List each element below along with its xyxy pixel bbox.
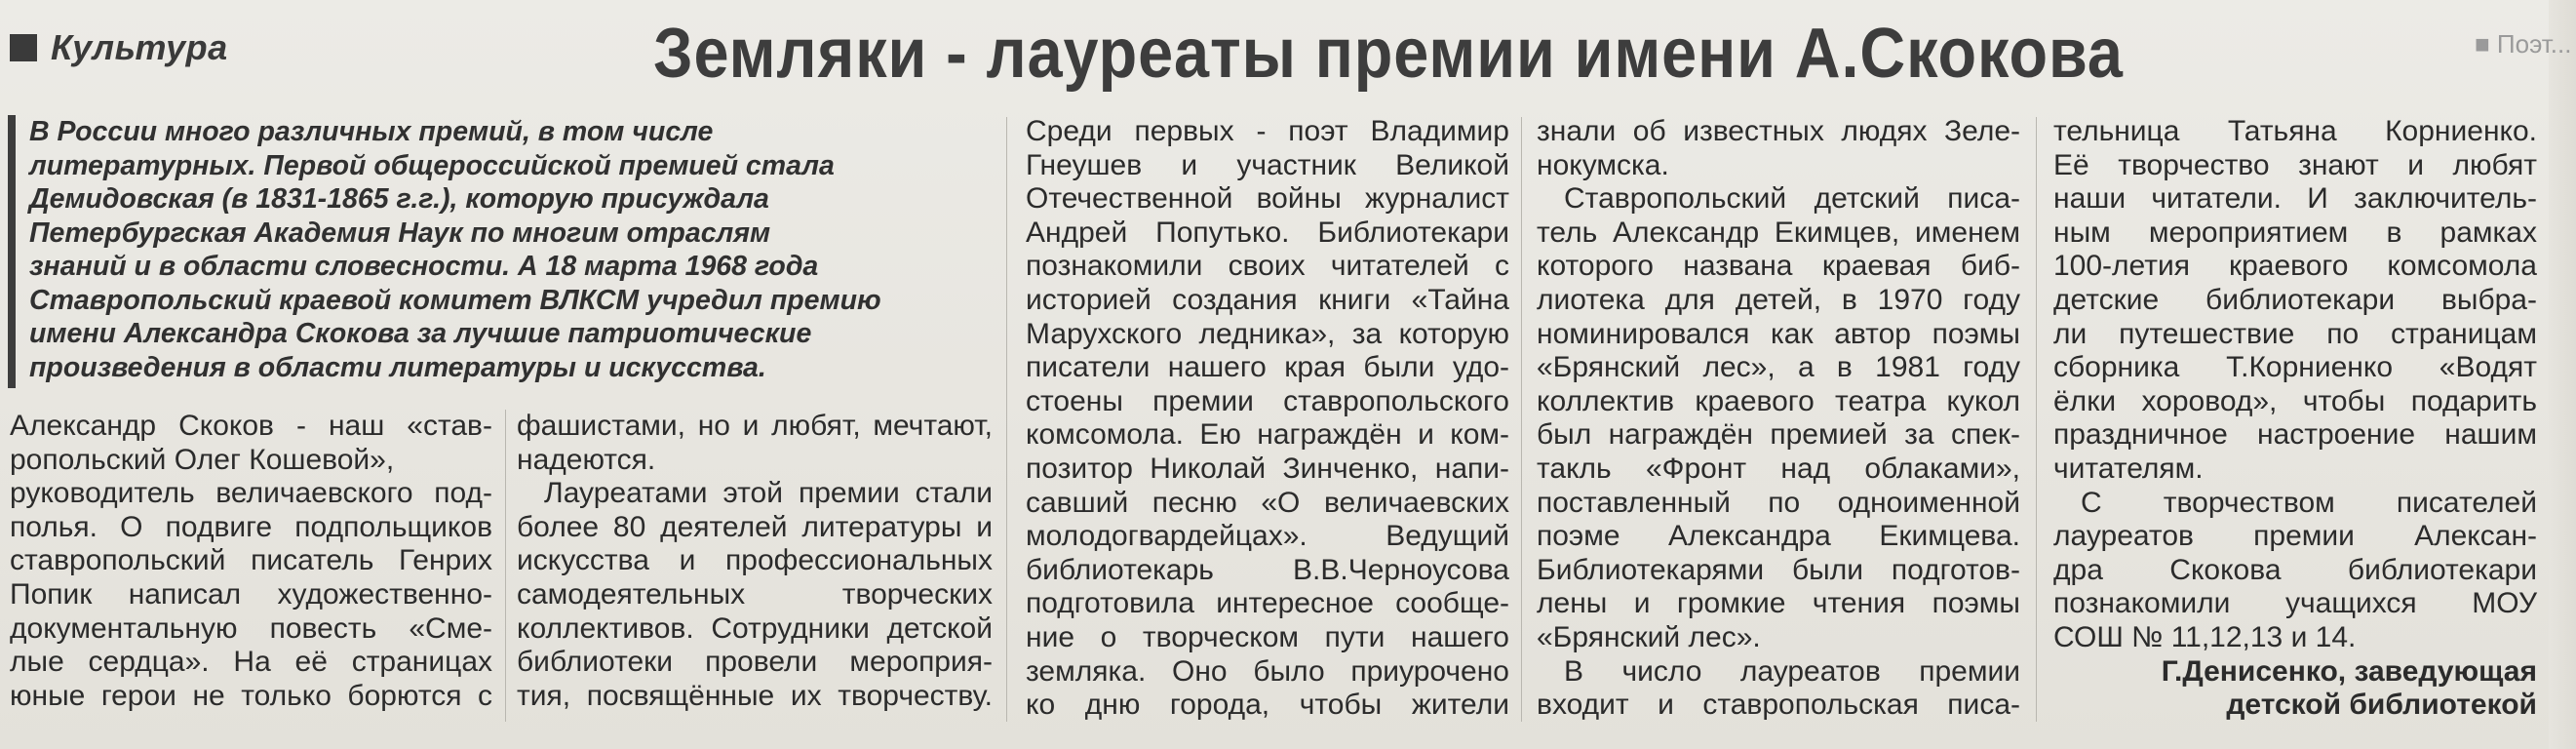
body-line: писатели нашего края были удо- (1026, 351, 1509, 384)
body-line: более 80 деятелей литературы и (517, 510, 993, 543)
body-line: Лауреатами этой премии стали (544, 477, 993, 510)
body-line: познакомили своих читателей с (1026, 250, 1509, 283)
column-rule (2036, 117, 2037, 722)
lead-line: знаний и в области словесности. А 18 марта 1968 года (29, 251, 819, 282)
text-column-3 (1026, 115, 1509, 723)
body-line: фашистами, но и любят, мечтают, (517, 410, 993, 442)
column-rule (1006, 117, 1007, 722)
text-column-4 (1537, 115, 2020, 723)
section-label: Культура (51, 27, 228, 67)
body-line: ставропольский писатель Генрих (10, 544, 492, 577)
square-bullet-icon (10, 34, 37, 61)
body-line: сборника Т.Корниенко «Водят (2053, 351, 2537, 384)
body-line: был награждён премией за спек- (1537, 418, 2020, 452)
body-line: поставленный по одноименной (1537, 486, 2020, 519)
body-line: Марухского ледника», за которую (1026, 317, 1509, 350)
body-line: такль «Фронт над облаками», (1537, 452, 2020, 485)
body-line: историей создания книги «Тайна (1026, 283, 1509, 316)
body-line: комсомола. Ею награждён и ком- (1026, 418, 1509, 452)
body-line: «Брянский лес». (1537, 620, 1761, 653)
body-line: самодеятельных творческих (517, 577, 993, 611)
body-line: знали об известных людях Зеле- (1537, 115, 2020, 147)
body-line: познакомили учащихся МОУ (2053, 587, 2537, 620)
body-line: искусства и профессиональных (517, 544, 993, 577)
lead-line: имени Александра Скокова за лучшие патриотические (29, 318, 812, 349)
article-headline: Земляки - лауреаты премии имени А.Скокова (653, 15, 2124, 93)
body-line: Среди первых - поэт Владимир (1026, 115, 1509, 147)
body-line: СОШ № 11,12,13 и 14. (2053, 620, 2357, 653)
body-line: нокумска. (1537, 148, 1669, 181)
body-line: ным мероприятием в рамках (2053, 216, 2537, 249)
body-line: ние о творческом пути нашего (1026, 620, 1509, 653)
body-line: Её творчество знают и любят (2053, 148, 2537, 181)
body-line: дра Скокова библиотекари (2053, 553, 2537, 586)
body-line: подготовила интересное сообще- (1026, 587, 1509, 620)
body-line: В число лауреатов премии (1564, 654, 2020, 688)
body-line: юные герои не только борются с (10, 679, 492, 712)
body-line: «Брянский лес», а в 1981 году (1537, 351, 2020, 384)
body-line: позитор Николай Зинченко, напи- (1026, 452, 1509, 485)
body-line: стоены премии ставропольского (1026, 384, 1509, 417)
body-line: Попик написал художественно- (10, 577, 492, 611)
body-line: Отечественной войны журналист (1026, 182, 1509, 216)
body-line: ёлки хоровод», чтобы подарить (2053, 384, 2537, 417)
author-signature: Г.Денисенко, заведующая (2161, 654, 2537, 688)
text-column-5 (2053, 115, 2537, 723)
column-rule (505, 410, 506, 722)
adjacent-page-edge (2549, 0, 2576, 749)
body-line: Ставропольский детский писа- (1564, 182, 2020, 216)
body-line: 100-летия краевого комсомола (2053, 250, 2537, 283)
body-line: тель Александр Екимцев, именем (1537, 216, 2020, 249)
body-line: Гнеушев и участник Великой (1026, 148, 1509, 181)
lead-line: произведения в области литературы и искусства. (29, 351, 766, 383)
body-line: полья. О подвиге подпольщиков (10, 510, 492, 543)
body-line: библиотекарь В.В.Черноусова (1026, 553, 1509, 586)
body-line: детские библиотекари выбра- (2053, 283, 2537, 316)
lead-line: Ставропольский краевой комитет ВЛКСМ учредил премию (29, 284, 881, 316)
body-line: лауреатов премии Алексан- (2053, 520, 2537, 553)
author-signature: детской библиотекой (2226, 689, 2537, 722)
lead-line: В России много различных премий, в том числе (29, 116, 714, 147)
body-line: входит и ставропольская писа- (1537, 689, 2020, 722)
body-line: Библиотекарями были подготов- (1537, 553, 2020, 586)
body-line: надеются. (517, 443, 656, 476)
body-line: молодогвардейцах». Ведущий (1026, 520, 1509, 553)
body-line: лиотека для детей, в 1970 году (1537, 283, 2020, 316)
body-line: руководитель величаевского под- (10, 477, 492, 510)
body-line: тельница Татьяна Корниенко. (2053, 115, 2537, 147)
lead-line: Демидовская (в 1831-1865 г.г.), которую присуждала (29, 183, 769, 215)
body-line: ли путешествие по страницам (2053, 317, 2537, 350)
body-line: тия, посвящённые их творчеству. (517, 679, 993, 712)
body-line: номинировался как автор поэмы (1537, 317, 2020, 350)
body-line: библиотеки провели мероприя- (517, 646, 993, 679)
body-line: Андрей Попутько. Библиотекари (1026, 216, 1509, 249)
adjacent-article-fragment: ■ Поэт... (2475, 29, 2572, 59)
body-line: савший песню «О величаевских (1026, 486, 1509, 519)
body-line: поэме Александра Екимцева. (1537, 520, 2020, 553)
text-column-2 (517, 410, 993, 713)
body-line: ко дню города, чтобы жители (1026, 689, 1509, 722)
body-line: документальную повесть «Сме- (10, 611, 492, 645)
article-lead (8, 115, 993, 388)
body-line: Александр Скоков - наш «став- (10, 410, 492, 442)
body-line: С творчеством писателей (2081, 486, 2537, 519)
body-line: которого названа краевая биб- (1537, 250, 2020, 283)
body-line: праздничное настроение нашим (2053, 418, 2537, 452)
body-line: ропольский Олег Кошевой», (10, 443, 395, 476)
body-line: лые сердца». На её страницах (10, 646, 492, 679)
text-column-1 (10, 410, 492, 713)
section-rubric (10, 23, 228, 72)
body-line: земляка. Оно было приурочено (1026, 654, 1509, 688)
column-rule (1521, 117, 1522, 722)
body-line: наши читатели. И заключитель- (2053, 182, 2537, 216)
body-line: коллективов. Сотрудники детской (517, 611, 993, 645)
body-line: читателям. (2053, 452, 2204, 485)
body-line: лены и громкие чтения поэмы (1537, 587, 2020, 620)
lead-line: Петербургская Академия Наук по многим отраслям (29, 217, 771, 249)
body-line: коллектив краевого театра кукол (1537, 384, 2020, 417)
lead-line: литературных. Первой общероссийской премией стала (29, 149, 835, 181)
